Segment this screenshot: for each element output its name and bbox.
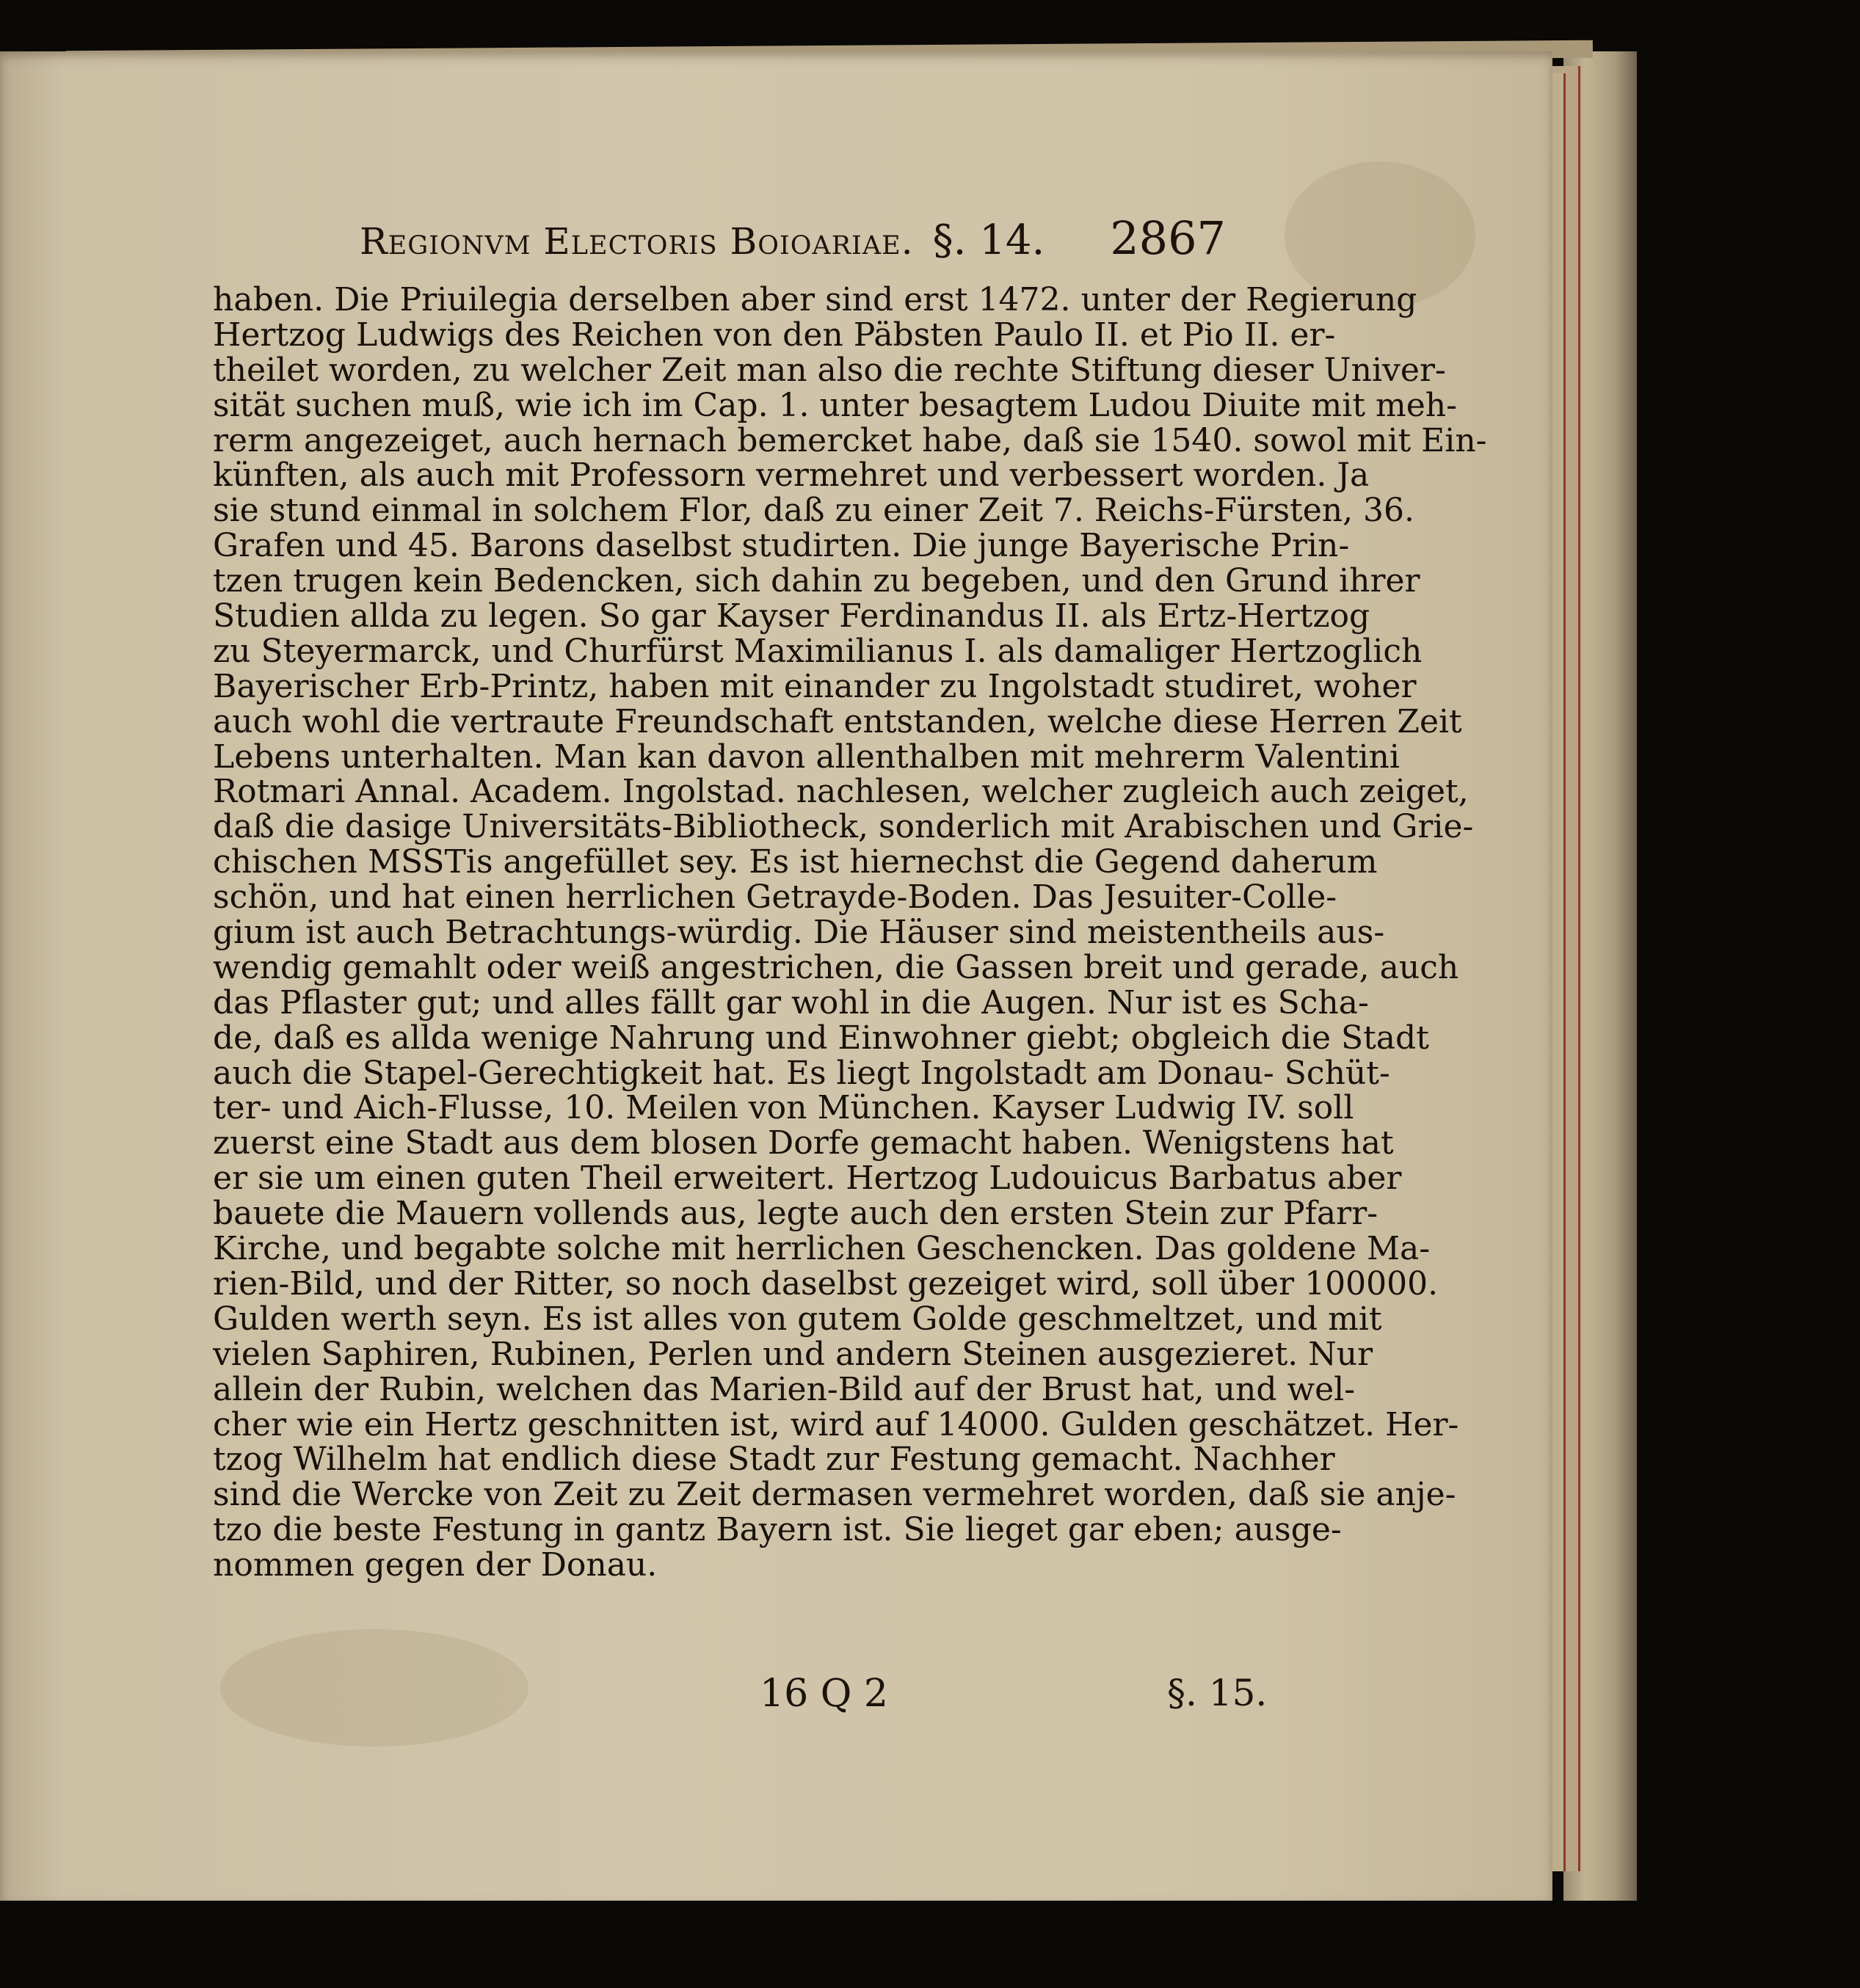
text-line: vielen Saphiren, Rubinen, Perlen und andern Steinen ausgezieret. Nur	[213, 1335, 1373, 1373]
text-line: rerm angezeiget, auch hernach bemercket habe, daß sie 1540. sowol mit Ein-	[213, 421, 1487, 459]
body-text	[213, 281, 1487, 1584]
text-line: zu Steyermarck, und Churfürst Maximilianus I. als damaliger Hertzoglich	[213, 632, 1423, 670]
text-line: sind die Wercke von Zeit zu Zeit dermasen vermehret worden, daß sie anje-	[213, 1476, 1456, 1514]
text-line: gium ist auch Betrachtungs-würdig. Die Häuser sind meistentheils aus-	[213, 914, 1385, 952]
text-line: schön, und hat einen herrlichen Getrayde-Boden. Das Jesuiter-Colle-	[213, 878, 1337, 917]
text-line: bauete die Mauern vollends aus, legte auch den ersten Stein zur Pfarr-	[213, 1195, 1378, 1233]
text-line: chischen MSSTis angefüllet sey. Es ist hiernechst die Gegend daherum	[213, 843, 1378, 881]
text-line: das Pflaster gut; und alles fällt gar wohl in die Augen. Nur ist es Scha-	[213, 983, 1369, 1022]
text-line: theilet worden, zu welcher Zeit man also die rechte Stiftung dieser Univer-	[213, 351, 1446, 389]
catchword: §. 15.	[1167, 1672, 1268, 1714]
text-line: tzen trugen kein Bedencken, sich dahin zu begeben, und den Grund ihrer	[213, 562, 1420, 600]
text-line: nommen gegen der Donau.	[213, 1546, 658, 1584]
text-line: künften, als auch mit Professorn vermehret und verbessert worden. Ja	[213, 456, 1370, 495]
page-number: 2867	[1110, 211, 1226, 265]
text-line: auch wohl die vertraute Freundschaft entstanden, welche diese Herren Zeit	[213, 702, 1462, 740]
text-line: cher wie ein Hertz geschnitten ist, wird auf 14000. Gulden geschätzet. Her-	[213, 1405, 1459, 1443]
text-line: Gulden werth seyn. Es ist alles von gutem Golde geschmeltzet, und mit	[213, 1300, 1382, 1338]
text-line: Lebens unterhalten. Man kan davon allenthalben mit mehrerm Valentini	[213, 738, 1400, 776]
text-line: Grafen und 45. Barons daselbst studirten. Die junge Bayerische Prin-	[213, 527, 1350, 565]
text-line: tzo die beste Festung in gantz Bayern ist. Sie lieget gar eben; ausge-	[213, 1511, 1342, 1549]
text-line: allein der Rubin, welchen das Marien-Bild auf der Brust hat, und wel-	[213, 1370, 1356, 1408]
text-line: daß die dasige Universitäts-Bibliotheck, sonderlich mit Arabischen und Grie-	[213, 808, 1474, 846]
text-line: Bayerischer Erb-Printz, haben mit einander zu Ingolstadt studiret, woher	[213, 667, 1417, 705]
running-head-section: §. 14.	[932, 216, 1045, 264]
text-line: de, daß es allda wenige Nahrung und Einwohner giebt; obgleich die Stadt	[213, 1019, 1429, 1057]
text-line: Rotmari Annal. Academ. Ingolstad. nachlesen, welcher zugleich auch zeiget,	[213, 773, 1469, 811]
text-line: sie stund einmal in solchem Flor, daß zu einer Zeit 7. Reichs-Fürsten, 36.	[213, 492, 1415, 530]
running-head	[360, 211, 1226, 270]
text-line: Kirche, und begabte solche mit herrlichen Geschencken. Das goldene Ma-	[213, 1230, 1431, 1268]
text-line: auch die Stapel-Gerechtigkeit hat. Es liegt Ingolstadt am Donau- Schüt-	[213, 1054, 1390, 1092]
text-line: tzog Wilhelm hat endlich diese Stadt zur Festung gemacht. Nachher	[213, 1441, 1335, 1479]
text-line: rien-Bild, und der Ritter, so noch daselbst gezeiget wird, soll über 100000.	[213, 1264, 1439, 1303]
signature-mark: 16 Q 2	[760, 1672, 888, 1716]
text-line: Studien allda zu legen. So gar Kayser Ferdinandus II. als Ertz-Hertzog	[213, 597, 1370, 636]
paper-stain	[220, 1629, 528, 1747]
text-line: wendig gemahlt oder weiß angestrichen, die Gassen breit und gerade, auch	[213, 948, 1459, 986]
text-line: zuerst eine Stadt aus dem blosen Dorfe gemacht haben. Wenigstens hat	[213, 1124, 1394, 1162]
text-line: Hertzog Ludwigs des Reichen von den Päbsten Paulo II. et Pio II. er-	[213, 316, 1336, 354]
text-line: sität suchen muß, wie ich im Cap. 1. unter besagtem Ludou Diuite mit meh-	[213, 386, 1457, 424]
text-line: ter- und Aich-Flusse, 10. Meilen von München. Kayser Ludwig IV. soll	[213, 1089, 1354, 1127]
running-head-title: Regionvm Electoris Boioariae.	[360, 220, 914, 263]
text-line: er sie um einen guten Theil erweitert. Hertzog Ludouicus Barbatus aber	[213, 1159, 1402, 1198]
text-line: haben. Die Priuilegia derselben aber sind erst 1472. unter der Regierung	[213, 281, 1417, 318]
